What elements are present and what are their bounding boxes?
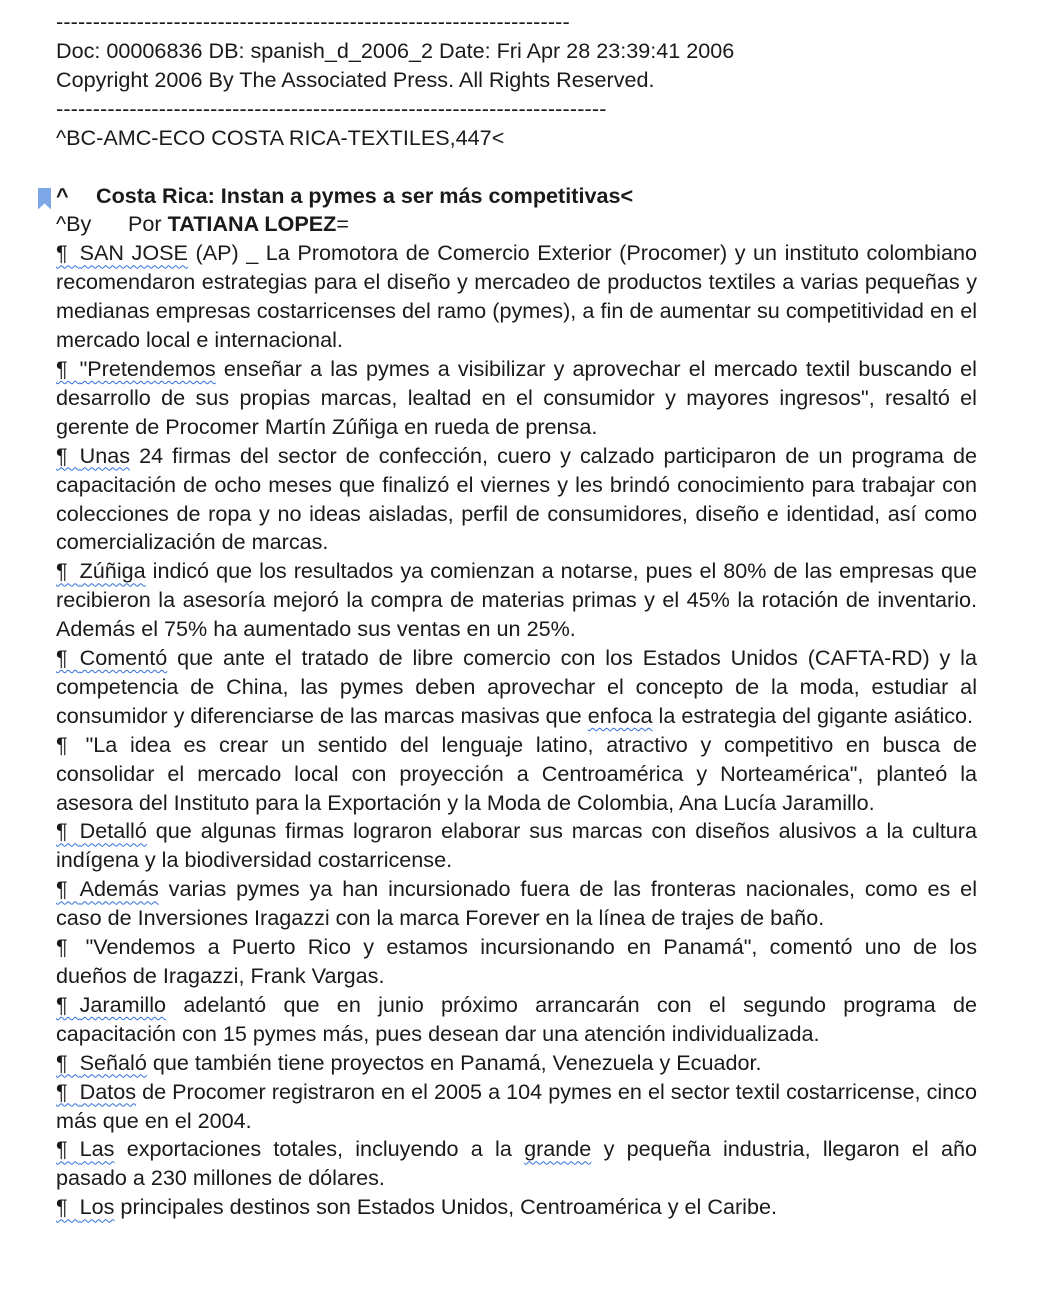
paragraph-text: (AP) _ La Promotora de Comercio Exterior (Procomer) y un instituto colombiano recomendaron estrategias para el diseño y mercadeo de productos textiles a varias pequeñas y medianas empresas costarricenses del ramo (pymes), a fin de aumentar su competitividad en el mercado local e internacional. xyxy=(56,240,977,353)
article-body xyxy=(56,239,977,1222)
paragraph-lead-word: Además xyxy=(79,876,159,902)
pilcrow-mark: ¶ xyxy=(56,558,80,584)
copyright-line: Copyright 2006 By The Associated Press. All Rights Reserved. xyxy=(56,66,655,92)
article-paragraph xyxy=(56,1193,977,1222)
article-paragraph xyxy=(56,933,977,991)
paragraph-text: que ante el tratado de libre comercio con los Estados Unidos (CAFTA-RD) y la competencia de China, las pymes deben aprovechar el concepto de la moda, estudiar al consumidor y diferenciarse de las marcas masivas que xyxy=(56,645,977,728)
header-rule-top: ---------------------------------------------------------------------- xyxy=(56,9,570,34)
headline-caret: ^ xyxy=(56,182,69,208)
spellcheck-word: grande xyxy=(524,1136,592,1162)
byline-tag: ^By xyxy=(56,211,92,237)
headline-row xyxy=(56,182,977,211)
header-spacer xyxy=(56,153,977,182)
paragraph-lead-word: Comentó xyxy=(79,645,168,671)
pilcrow-mark: ¶ xyxy=(56,731,86,757)
paragraph-text: de Procomer registraron en el 2005 a 104 pymes en el sector textil costarricense, cinco más que en el 2004. xyxy=(56,1078,977,1133)
paragraph-text: principales destinos son Estados Unidos, Centroamérica y el Caribe. xyxy=(114,1194,777,1220)
pilcrow-mark: ¶ xyxy=(56,991,80,1017)
paragraph-text: adelantó que en junio próximo arrancarán con el segundo programa de capacitación con 15 pymes más, pues desean dar una atención individualizada. xyxy=(56,991,977,1046)
paragraph-text: enseñar a las pymes a visibilizar y aprovechar el mercado textil buscando el desarrollo de sus propias marcas, lealtad en el consumidor y mayores ingresos", resaltó el gerente de Procomer Martín Zúñiga en rueda de prensa. xyxy=(56,355,977,439)
pilcrow-mark: ¶ xyxy=(56,645,80,671)
article-paragraph xyxy=(56,991,977,1049)
paragraph-lead-word: Las xyxy=(79,1136,115,1162)
header-rule-bottom: --------------------------------------------------------------------------- xyxy=(56,95,607,121)
paragraph-text: "Vendemos a Puerto Rico y estamos incursionando en Panamá", comentó uno de los dueños de Iragazzi, Frank Vargas. xyxy=(56,934,977,988)
article-paragraph xyxy=(56,817,977,875)
pilcrow-mark: ¶ xyxy=(56,934,86,960)
paragraph-text: que también tiene proyectos en Panamá, Venezuela y Ecuador. xyxy=(146,1049,762,1075)
bookmark-icon[interactable] xyxy=(38,188,51,210)
article-paragraph xyxy=(56,731,977,818)
article-paragraph xyxy=(56,875,977,933)
pilcrow-mark: ¶ xyxy=(56,876,80,902)
pilcrow-mark: ¶ xyxy=(56,442,80,468)
paragraph-lead-word: Jaramillo xyxy=(79,991,167,1017)
paragraph-lead-word: Detalló xyxy=(79,818,147,844)
pilcrow-mark: ¶ xyxy=(56,1078,80,1104)
author-name: TATIANA LOPEZ xyxy=(167,211,337,237)
byline xyxy=(56,210,977,239)
paragraph-text: 24 firmas del sector de confección, cuero y calzado participaron de un programa de capacitación de ocho meses que finalizó el viernes y les brindó conocimiento para trabajar con colecciones de ropa y no ideas aisladas, perfil de consumidores, diseño e identidad, así como comercialización de marcas. xyxy=(56,442,977,555)
paragraph-text-tail: la estrategia del gigante asiático. xyxy=(652,702,974,728)
paragraph-lead-word: SAN JOSE xyxy=(79,240,188,266)
paragraph-lead-word: Unas xyxy=(79,442,131,468)
pilcrow-mark: ¶ xyxy=(56,355,80,381)
doc-info-line: Doc: 00006836 DB: spanish_d_2006_2 Date: Fri Apr 28 23:39:41 2006 xyxy=(56,37,735,63)
author-suffix: = xyxy=(336,211,349,237)
paragraph-lead-word: Los xyxy=(79,1194,115,1220)
headline: Costa Rica: Instan a pymes a ser más competitivas< xyxy=(96,182,634,208)
paragraph-text: "La idea es crear un sentido del lenguaje latino, atractivo y competitivo en busca de consolidar el mercado local con proyección a Centroamérica y Norteamérica", planteó la asesora del Instituto para la Exportación y la Moda de Colombia, Ana Lucía Jaramillo. xyxy=(56,731,977,815)
pilcrow-mark: ¶ xyxy=(56,1136,80,1162)
paragraph-lead-word: "Pretendemos xyxy=(79,355,216,381)
spellcheck-word: enfoca xyxy=(587,702,653,728)
pilcrow-mark: ¶ xyxy=(56,1049,80,1075)
article-paragraph xyxy=(56,1135,977,1193)
pilcrow-mark: ¶ xyxy=(56,240,80,266)
paragraph-text: que algunas firmas lograron elaborar sus marcas con diseños alusivos a la cultura indígena y la biodiversidad costarricense. xyxy=(56,818,977,873)
paragraph-lead-word: Datos xyxy=(79,1078,137,1104)
pilcrow-mark: ¶ xyxy=(56,818,80,844)
article-paragraph xyxy=(56,557,977,644)
paragraph-lead-word: Zúñiga xyxy=(79,558,146,584)
article-paragraph xyxy=(56,644,977,731)
document-page xyxy=(56,8,977,1222)
paragraph-text-tail: y pequeña industria, llegaron el año pasado a 230 millones de dólares. xyxy=(56,1136,977,1191)
article-paragraph xyxy=(56,355,977,442)
article-paragraph xyxy=(56,442,977,558)
paragraph-text: exportaciones totales, incluyendo a la xyxy=(114,1136,525,1162)
article-paragraph xyxy=(56,239,977,355)
article-paragraph xyxy=(56,1049,977,1078)
paragraph-lead-word: Señaló xyxy=(79,1049,147,1075)
byline-prefix: Por xyxy=(128,211,168,237)
pilcrow-mark: ¶ xyxy=(56,1194,80,1220)
slug-line: ^BC-AMC-ECO COSTA RICA-TEXTILES,447< xyxy=(56,124,505,150)
paragraph-text: varias pymes ya han incursionado fuera de las fronteras nacionales, como es el caso de Inversiones Iragazzi con la marca Forever en la línea de trajes de baño. xyxy=(56,876,977,931)
paragraph-text: indicó que los resultados ya comienzan a notarse, pues el 80% de las empresas que recibieron la asesoría mejoró la compra de materias primas y el 45% la rotación de inventario. Además el 75% ha aumentado sus ventas en un 25%. xyxy=(56,558,977,642)
article-paragraph xyxy=(56,1078,977,1136)
